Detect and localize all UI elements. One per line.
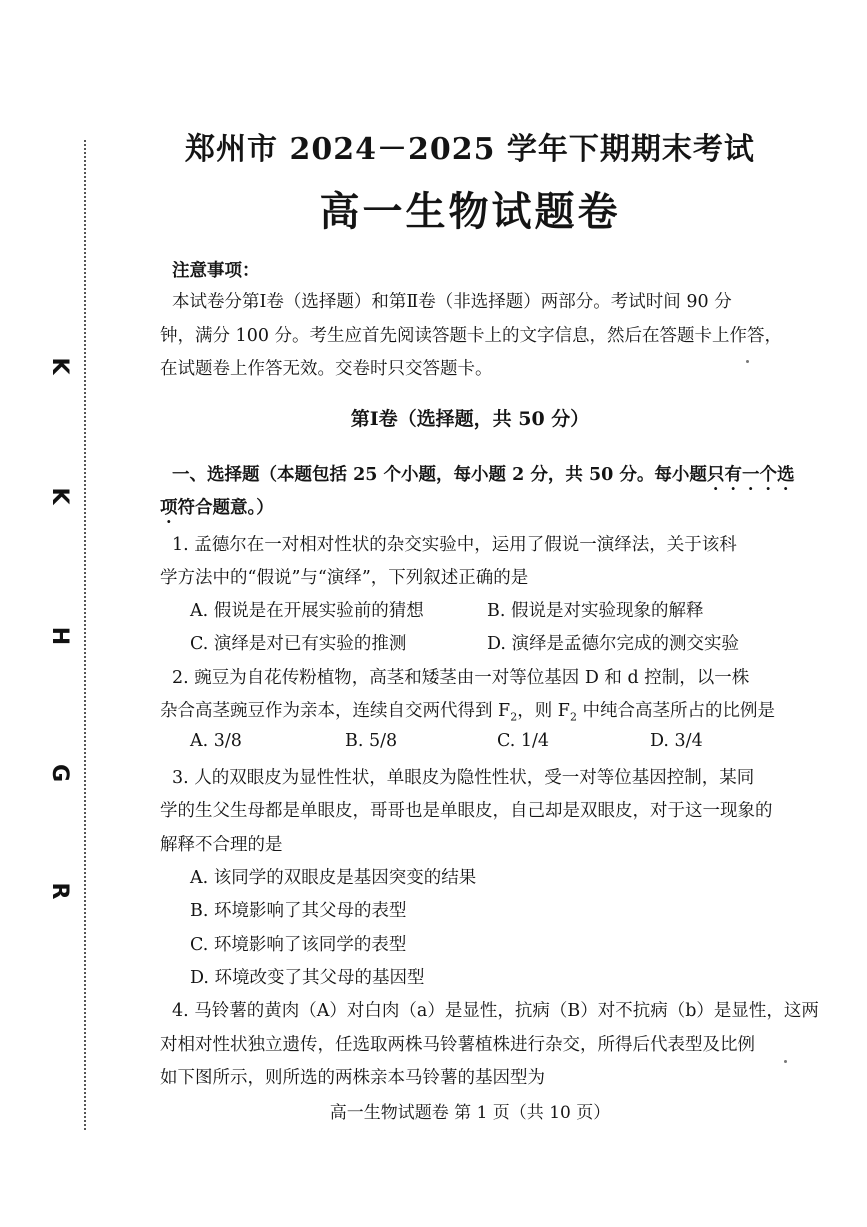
question-3-option-c: C. 环境影响了该同学的表型 [190,935,407,955]
question-2-text: 杂合高茎豌豆作为亲本，连续自交两代得到 F [160,701,511,721]
question-2-option-a: A. 3/8 [190,731,242,751]
notice-line: 在试题卷上作答无效。交卷时只交答题卡。 [160,359,493,379]
subscript: 2 [510,710,518,724]
question-1-option-d: D. 演绎是孟德尔完成的测交实验 [487,634,740,654]
question-3-option-d: D. 环境改变了其父母的基因型 [190,968,425,988]
question-4-stem: 如下图所示，则所选的两株亲本马铃薯的基因型为 [160,1068,545,1088]
question-2-text: ，则 F [517,701,570,721]
scan-speck [746,360,749,363]
question-2-option-b: B. 5/8 [345,731,398,751]
question-3-stem: 学的生父生母都是单眼皮，哥哥也是单眼皮，自己却是双眼皮，对于这一现象的 [160,801,773,821]
binding-margin-char: H [47,626,72,646]
exam-title: 郑州市 2024－2025 学年下期期末考试 [185,132,755,167]
section-instruction-line1 [172,461,794,486]
emphasis-char: 项 [160,498,178,518]
question-3-option-a: A. 该同学的双眼皮是基因突变的结果 [190,868,477,888]
question-3-stem: 解释不合理的是 [160,835,283,855]
subscript: 2 [569,710,577,724]
question-3-option-b: B. 环境影响了其父母的表型 [190,901,407,921]
instruction-text: 符合题意。） [177,498,274,518]
question-2-text: 中纯合高茎所占的比例是 [576,701,775,721]
question-4-stem: 对相对性状独立遗传，任选取两株马铃薯植株进行杂交，所得后代表型及比例 [160,1035,755,1055]
binding-margin-char: G [47,763,72,783]
question-1-option-c: C. 演绎是对已有实验的推测 [190,634,407,654]
question-2-stem-line2 [160,697,775,724]
question-2-option-d: D. 3/4 [650,731,703,751]
instruction-text: 一、选择题（本题包括 25 个小题，每小题 2 分，共 50 分。每小题 [172,465,707,485]
question-1-option-b: B. 假说是对实验现象的解释 [487,601,704,621]
notice-heading: 注意事项： [172,261,260,281]
question-1-stem: 学方法中的“假说”与“演绎”，下列叙述正确的是 [160,568,529,588]
binding-margin-char: K [47,487,72,505]
question-4-stem: 4. 马铃薯的黄肉（A）对白肉（a）是显性，抗病（B）对不抗病（b）是显性，这两 [172,1001,819,1021]
question-1-option-a: A. 假说是在开展实验前的猜想 [190,601,424,621]
emphasis-char: 一 [741,465,760,485]
section-instruction-line2 [160,494,274,519]
question-2-option-c: C. 1/4 [497,731,550,751]
emphasis-char: 个 [759,465,777,485]
notice-line: 钟，满分 100 分。考生应首先阅读答题卡上的文字信息，然后在答题卡上作答， [160,326,783,346]
question-3-stem: 3. 人的双眼皮为显性性状，单眼皮为隐性性状，受一对等位基因控制，某同 [172,768,755,788]
notice-line: 本试卷分第Ⅰ卷（选择题）和第Ⅱ卷（非选择题）两部分。考试时间 90 分 [172,292,732,312]
page-footer: 高一生物试题卷 第 1 页（共 10 页） [329,1103,611,1123]
emphasis-char: 选 [776,465,795,485]
question-2-stem: 2. 豌豆为自花传粉植物，高茎和矮茎由一对等位基因 D 和 d 控制，以一株 [172,668,750,688]
scan-speck [784,1060,787,1063]
emphasis-char: 有 [724,465,742,485]
binding-margin-char: R [47,882,72,900]
emphasis-char: 只 [706,465,725,485]
binding-line [84,140,86,1130]
question-1-stem: 1. 孟德尔在一对相对性状的杂交实验中，运用了假说一演绎法，关于该科 [172,535,737,555]
binding-margin-char: K [47,357,72,375]
section-title: 第Ⅰ卷（选择题，共 50 分） [350,408,590,430]
exam-subtitle: 高一生物试题卷 [319,188,621,235]
